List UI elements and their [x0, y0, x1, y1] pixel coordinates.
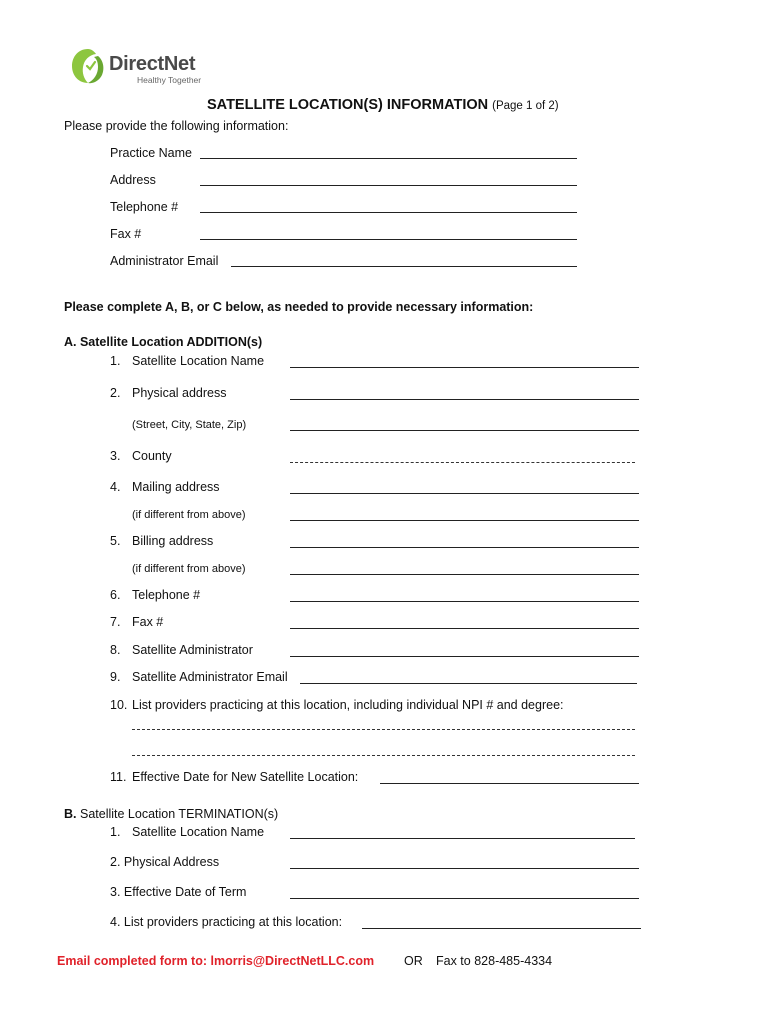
a11-number: 11.	[110, 770, 127, 784]
a9-label: Satellite Administrator Email	[132, 670, 288, 684]
a10-number: 10.	[110, 698, 128, 712]
a3-number: 3.	[110, 449, 121, 463]
a7-number: 7.	[110, 615, 121, 629]
practice-name-field[interactable]	[200, 158, 577, 159]
b1-satellite-name-field[interactable]	[290, 838, 635, 839]
a6-number: 6.	[110, 588, 121, 602]
a5-number: 5.	[110, 534, 121, 548]
b4-providers-field[interactable]	[362, 928, 641, 929]
address-label: Address	[110, 173, 156, 187]
b2-label	[110, 854, 219, 870]
address-field[interactable]	[200, 185, 577, 186]
a2-number: 2.	[110, 386, 121, 400]
a8-label: Satellite Administrator	[132, 643, 253, 657]
a8-number: 8.	[110, 643, 121, 657]
a4-sublabel: (if different from above)	[132, 509, 246, 521]
b2-text: Physical Address	[123, 855, 220, 869]
a11-label: Effective Date for New Satellite Location:	[132, 770, 359, 784]
logo-tagline: Healthy Together	[137, 75, 202, 85]
form-title-page: (Page 1 of 2)	[492, 100, 559, 112]
a3-label: County	[132, 449, 172, 463]
a1-number: 1.	[110, 354, 121, 368]
a4-mailing-address-field-2[interactable]	[290, 520, 639, 521]
a6-label: Telephone #	[132, 588, 201, 602]
a2-physical-address-field[interactable]	[290, 399, 639, 400]
b4-label	[110, 914, 342, 930]
a4-label: Mailing address	[132, 480, 220, 494]
telephone-field[interactable]	[200, 212, 577, 213]
a4-mailing-address-field[interactable]	[290, 493, 639, 494]
administrator-email-label: Administrator Email	[110, 254, 219, 268]
section-a-heading: A. Satellite Location ADDITION(s)	[64, 335, 263, 349]
a9-number: 9.	[110, 670, 121, 684]
section-b-prefix: B.	[64, 807, 77, 821]
fax-label: Fax #	[110, 227, 142, 241]
b2-physical-address-field[interactable]	[290, 868, 639, 869]
a7-fax-field[interactable]	[290, 628, 639, 629]
section-b-title: Satellite Location TERMINATION(s)	[79, 807, 279, 821]
a1-satellite-name-field[interactable]	[290, 367, 639, 368]
logo-mark-icon	[70, 46, 106, 86]
b1-label: Satellite Location Name	[132, 825, 265, 839]
intro-text: Please provide the following information:	[64, 119, 289, 133]
a1-label: Satellite Location Name	[132, 354, 265, 368]
a3-county-field[interactable]	[290, 462, 635, 463]
fax-field[interactable]	[200, 239, 577, 240]
a2-label: Physical address	[132, 386, 227, 400]
footer-fax: Fax to 828-485-4334	[436, 954, 553, 968]
a10-providers-field-1[interactable]	[132, 729, 635, 730]
a5-sublabel: (if different from above)	[132, 563, 246, 575]
b4-text: List providers practicing at this location:	[123, 915, 343, 929]
logo-name: DirectNet	[109, 53, 196, 75]
b3-text: Effective Date of Term	[123, 885, 247, 899]
footer-email[interactable]: Email completed form to: lmorris@DirectNetLLC.com	[57, 954, 375, 968]
a4-number: 4.	[110, 480, 121, 494]
section-b-heading	[64, 806, 278, 822]
b3-number: 3.	[110, 885, 121, 899]
a2-sublabel: (Street, City, State, Zip)	[132, 419, 247, 431]
b2-number: 2.	[110, 855, 121, 869]
b3-effective-date-field[interactable]	[290, 898, 639, 899]
a8-satellite-administrator-field[interactable]	[290, 656, 639, 657]
a11-effective-date-field[interactable]	[380, 783, 639, 784]
footer-or: OR	[404, 954, 423, 968]
a6-telephone-field[interactable]	[290, 601, 639, 602]
a5-billing-address-field-2[interactable]	[290, 574, 639, 575]
practice-name-label: Practice Name	[110, 146, 192, 160]
a5-billing-address-field[interactable]	[290, 547, 639, 548]
a2-physical-address-field-2[interactable]	[290, 430, 639, 431]
a10-providers-field-2[interactable]	[132, 755, 635, 756]
a7-label: Fax #	[132, 615, 164, 629]
b4-number: 4.	[110, 915, 121, 929]
b3-label	[110, 884, 246, 900]
form-title	[207, 97, 559, 113]
b1-number: 1.	[110, 825, 121, 839]
instruction-text: Please complete A, B, or C below, as needed to provide necessary information:	[64, 300, 534, 314]
a5-label: Billing address	[132, 534, 214, 548]
a9-administrator-email-field[interactable]	[300, 683, 637, 684]
form-title-main: SATELLITE LOCATION(S) INFORMATION	[207, 97, 489, 113]
administrator-email-field[interactable]	[231, 266, 577, 267]
a10-label: List providers practicing at this location, including individual NPI # and degree:	[132, 698, 564, 712]
telephone-label: Telephone #	[110, 200, 179, 214]
